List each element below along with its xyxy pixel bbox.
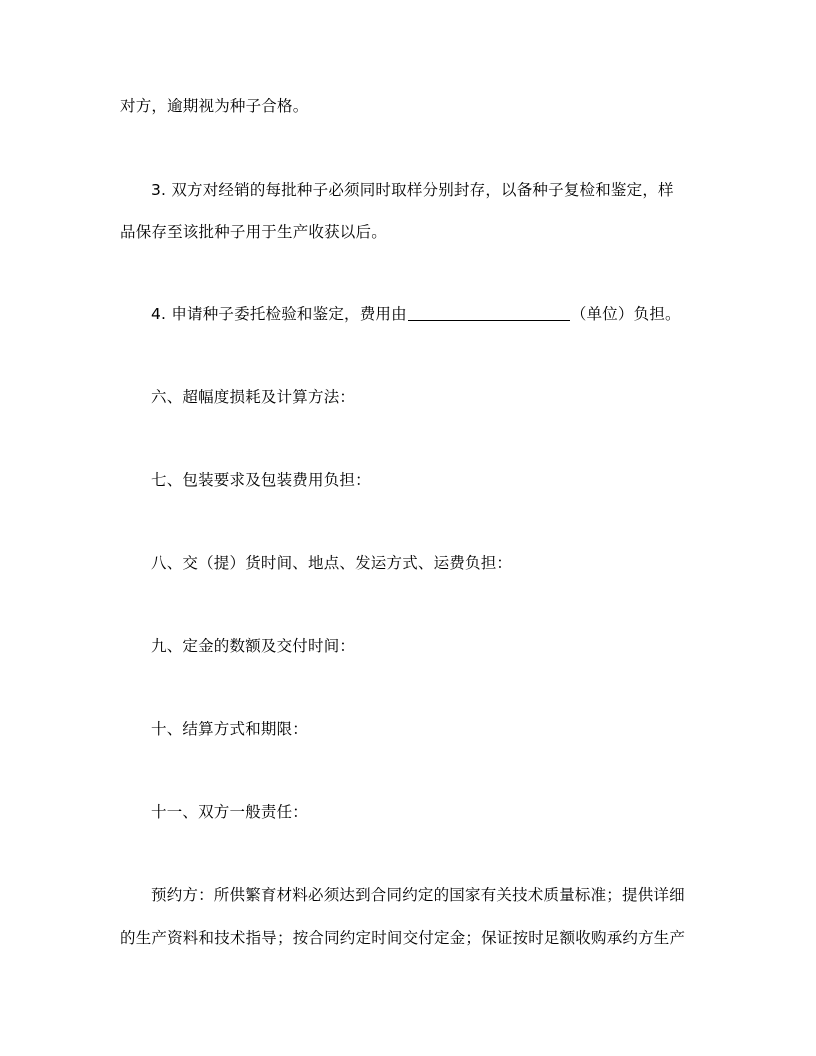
paragraph-line <box>120 222 387 242</box>
line-text: 九、定金的数额及交付时间： <box>151 637 356 655</box>
line-text: 十、结算方式和期限： <box>151 720 309 738</box>
section-heading <box>151 553 512 573</box>
section-heading <box>151 802 308 822</box>
line-text: 六、超幅度损耗及计算方法： <box>151 388 356 406</box>
line-text: （单位）负担。 <box>570 305 681 323</box>
section-heading <box>151 470 371 490</box>
section-heading <box>151 636 355 656</box>
fill-in-blank <box>408 319 570 321</box>
line-text: 的生产资料和技术指导；按合同约定时间交付定金；保证按时足额收购承约方生产 <box>120 929 686 947</box>
paragraph-line <box>151 885 685 905</box>
line-text: 八、交（提）货时间、地点、发运方式、运费负担： <box>151 554 513 572</box>
paragraph-line <box>151 304 681 324</box>
line-text: 十一、双方一般责任： <box>151 803 309 821</box>
paragraph-line <box>151 180 674 200</box>
paragraph-line <box>120 928 685 948</box>
section-heading <box>151 387 355 407</box>
line-text: 对方，逾期视为种子合格。 <box>120 97 309 115</box>
line-text: 预约方：所供繁育材料必须达到合同约定的国家有关技术质量标准；提供详细 <box>151 886 685 904</box>
paragraph-line <box>120 96 308 116</box>
line-text: 品保存至该批种子用于生产收获以后。 <box>120 223 387 241</box>
line-text: 4. 申请种子委托检验和鉴定，费用由 <box>151 305 407 323</box>
line-text: 七、包装要求及包装费用负担： <box>151 471 371 489</box>
section-heading <box>151 719 308 739</box>
line-text: 3. 双方对经销的每批种子必须同时取样分别封存，以备种子复检和鉴定，样 <box>151 181 674 199</box>
